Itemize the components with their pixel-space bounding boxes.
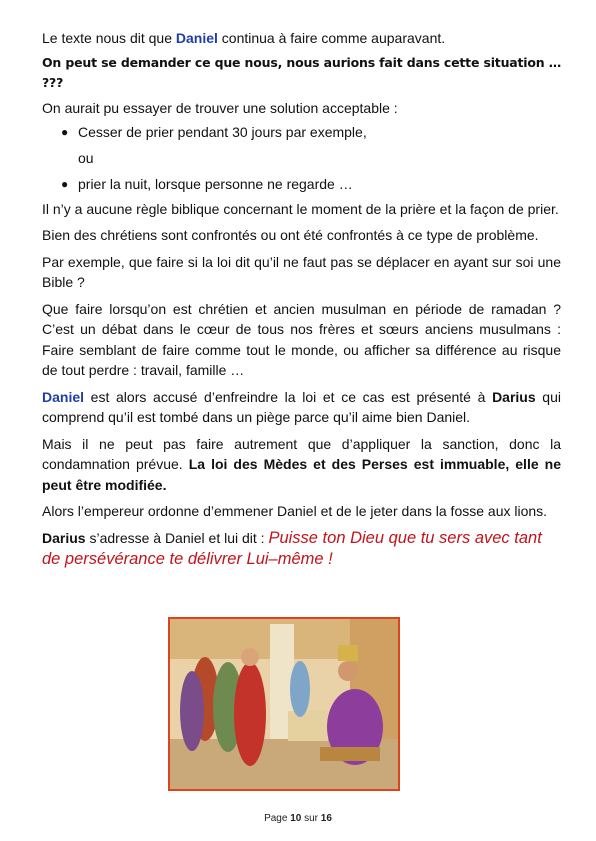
name-darius: Darius: [492, 388, 536, 405]
paragraph-6: Par exemple, que faire si la loi dit qu’il ne faut pas se déplacer en ayant sur soi une Bible ?: [42, 253, 561, 290]
king-court-illustration: [170, 619, 398, 789]
name-daniel: Daniel: [175, 30, 218, 46]
paragraph-5: Bien des chrétiens sont confrontés ou ont été confrontés à ce type de problème.: [42, 227, 539, 243]
paragraph-10: Alors l’empereur ordonne d’emmener Daniel et de le jeter dans la fosse aux lions.: [42, 503, 548, 519]
bullet-icon: ●: [61, 125, 69, 139]
quote-text: Puisse ton Dieu que tu sers avec tant de persévérance te délivrer Lui–même !: [42, 528, 542, 568]
document-body: [42, 28, 561, 570]
current-page: 10: [290, 813, 302, 824]
bullet-list-2: [42, 174, 561, 195]
paragraph-3: On aurait pu essayer de trouver une solution acceptable :: [42, 99, 398, 116]
list-item: ● Cesser de prier pendant 30 jours par exemple,: [42, 122, 561, 143]
paragraph-9: Mais il ne peut pas faire autrement que d’appliquer la sanction, donc la condamnation prévue. La loi des Mèdes et des Perses est immuable, elle ne peut être modifiée.: [42, 435, 561, 493]
paragraph-4: Il n’y a aucune règle biblique concernant le moment de la prière et la façon de prier.: [42, 200, 559, 217]
total-pages: 16: [320, 813, 332, 824]
illustration-image: [168, 617, 400, 791]
paragraph-7: Que faire lorsqu’on est chrétien et ancien musulman en période de ramadan ? C’est un débat dans le cœur de tous nos frères et sœurs anciens musulmans : Faire semblant de faire comme tout le monde, ou afficher sa différence au risque de tout perdre : travail, famille …: [42, 300, 561, 378]
list-item: ● prier la nuit, lorsque personne ne regarde …: [42, 174, 561, 195]
bullet-list: [42, 122, 561, 143]
bullet-icon: ●: [61, 177, 69, 191]
page-footer: Page 10 sur 16: [264, 813, 332, 824]
ou-text: ou: [78, 149, 94, 166]
paragraph-11: Darius s’adresse à Daniel et lui dit : Puisse ton Dieu que tu sers avec tant de persévérance te délivrer Lui–même !: [42, 528, 542, 568]
name-daniel: Daniel: [42, 388, 85, 405]
question-line: On peut se demander ce que nous, nous aurions fait dans cette situation … ???: [42, 54, 561, 90]
paragraph-8: Daniel est alors accusé d’enfreindre la loi et ce cas est présenté à Darius qui comprend qu’il est tombé dans un piège parce qu’il aime bien Daniel.: [42, 388, 561, 425]
law-statement: La loi des Mèdes et des Perses est immuable, elle ne peut être modifiée.: [42, 456, 561, 493]
paragraph-1: Le texte nous dit que Daniel continua à faire comme auparavant.: [42, 30, 446, 46]
name-darius: Darius: [42, 529, 86, 546]
